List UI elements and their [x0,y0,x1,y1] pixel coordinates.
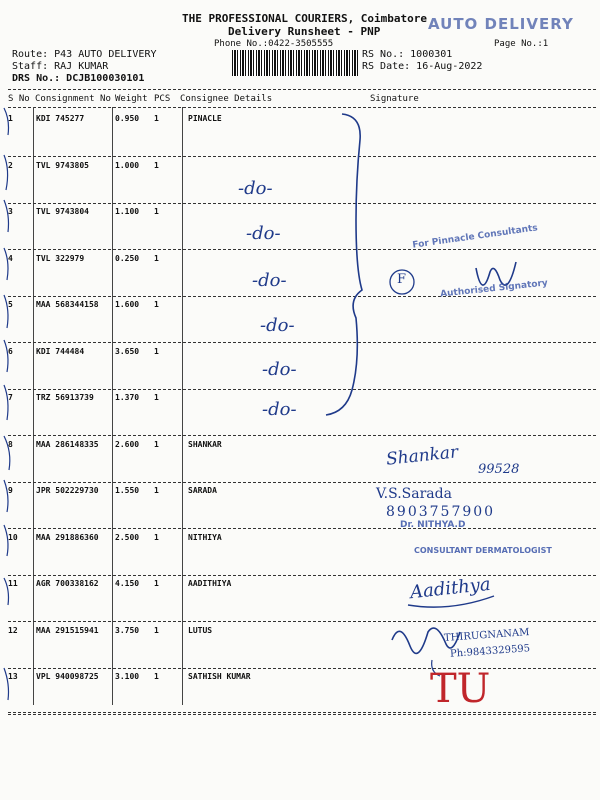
auto-delivery-stamp: AUTO DELIVERY [428,15,574,33]
row-pcs: 1 [154,440,159,449]
rs-number: RS No.: 1000301 [362,49,453,60]
tick-mark [4,295,8,328]
tick-mark [4,480,8,512]
footer-rule [8,712,596,713]
ditto-mark: -do- [238,178,273,199]
runsheet-title: Delivery Runsheet - PNP [228,25,381,38]
col-pcs: PCS [154,94,171,104]
row-consignee: PINACLE [188,114,222,123]
sarada-name: V.S.Sarada [376,486,452,502]
ditto-mark: -do- [262,359,297,380]
col-consignment: Consignment No [35,94,111,104]
row-weight: 2.600 [115,440,140,449]
lutus-receiver-name: THIRUGNANAM [443,627,530,644]
row-weight: 3.750 [115,626,140,635]
row-consignment-no: MAA 291886360 [36,533,99,542]
aadithiya-signature: Aadithya [409,573,492,604]
page-number: Page No.:1 [494,39,549,49]
tick-mark [4,436,10,470]
ditto-mark: -do- [260,315,295,336]
row-pcs: 1 [154,347,159,356]
route: Route: P43 AUTO DELIVERY [12,49,157,60]
tick-mark [4,108,9,135]
tick-mark [4,385,8,420]
row-sno: 9 [8,486,13,495]
tick-mark [4,155,8,190]
tick-mark [4,525,8,556]
ditto-mark: -do- [262,399,297,420]
row-pcs: 1 [154,114,159,123]
row-sno: 2 [8,161,13,170]
row-pcs: 1 [154,579,159,588]
row-pcs: 1 [154,207,159,216]
col-signature: Signature [370,94,419,104]
row-sno: 12 [8,626,18,635]
row-sno: 11 [8,579,18,588]
row-weight: 1.550 [115,486,140,495]
rs-date: RS Date: 16-Aug-2022 [362,61,483,72]
tick-mark [4,340,8,372]
row-consignee: AADITHIYA [188,579,232,588]
row-weight: 4.150 [115,579,140,588]
doctor-stamp-name: Dr. NITHYA.D [400,520,466,530]
row-weight: 0.250 [115,254,140,263]
ditto-mark: -do- [246,223,281,244]
row-weight: 3.650 [115,347,140,356]
pinacle-stamp-line2: Authorised Signatory [439,278,549,300]
row-consignment-no: TVL 322979 [36,254,85,263]
row-weight: 2.500 [115,533,140,542]
col-sno: S No [8,94,30,104]
sarada-phone: 8903757900 [386,504,496,520]
row-sno: 5 [8,300,13,309]
row-pcs: 1 [154,486,159,495]
ditto-mark: -do- [252,270,287,291]
row-consignment-no: KDI 744484 [36,347,85,356]
row-consignee: SATHISH KUMAR [188,672,251,681]
row-pcs: 1 [154,393,159,402]
row-consignment-no: MAA 568344158 [36,300,99,309]
doctor-stamp-title: CONSULTANT DERMATOLOGIST [414,546,552,555]
row-sno: 3 [8,207,13,216]
row-weight: 0.950 [115,114,140,123]
row-sno: 7 [8,393,13,402]
row-consignee: NITHIYA [188,533,222,542]
row-pcs: 1 [154,254,159,263]
row-consignment-no: AGR 700338162 [36,579,99,588]
col-consignee: Consignee Details [180,94,273,104]
row-sno: 1 [8,114,13,123]
brace-mark [326,114,362,415]
row-consignee: SHANKAR [188,440,222,449]
sathish-red-signature: TU [430,666,491,712]
row-consignment-no: TRZ 56913739 [36,393,94,402]
row-consignee: LUTUS [188,626,213,635]
col-weight: Weight [115,94,148,104]
tick-mark [4,200,9,232]
shankar-number: 99528 [478,462,520,477]
drs-number: DRS No.: DCJB100030101 [12,73,145,84]
row-pcs: 1 [154,161,159,170]
row-consignment-no: JPR 502229730 [36,486,99,495]
row-pcs: 1 [154,300,159,309]
row-consignment-no: MAA 291515941 [36,626,99,635]
row-weight: 1.600 [115,300,140,309]
row-weight: 1.370 [115,393,140,402]
row-sno: 6 [8,347,13,356]
staff: Staff: RAJ KUMAR [12,61,109,72]
tick-mark [4,668,9,700]
row-consignment-no: TVL 9743804 [36,207,89,216]
row-weight: 1.100 [115,207,140,216]
row-consignment-no: VPL 940098725 [36,672,99,681]
tick-mark [4,578,9,605]
row-pcs: 1 [154,533,159,542]
phone-number: Phone No.:0422-3505555 [214,39,334,49]
row-weight: 1.000 [115,161,140,170]
row-consignment-no: KDI 745277 [36,114,85,123]
row-sno: 8 [8,440,13,449]
row-sno: 4 [8,254,13,263]
seal-letter: F [397,272,407,287]
row-sno: 13 [8,672,18,681]
row-pcs: 1 [154,626,159,635]
row-consignment-no: TVL 9743805 [36,161,89,170]
lutus-receiver-phone: Ph:9843329595 [449,643,531,660]
row-pcs: 1 [154,672,159,681]
tick-mark [4,248,8,280]
company-name: THE PROFESSIONAL COURIERS, Coimbatore [182,12,428,25]
row-consignment-no: MAA 286148335 [36,440,99,449]
row-sno: 10 [8,533,18,542]
row-consignee: SARADA [188,486,217,495]
shankar-signature: Shankar [385,442,460,470]
row-weight: 3.100 [115,672,140,681]
pinacle-stamp-line1: For Pinnacle Consultants [411,223,539,251]
